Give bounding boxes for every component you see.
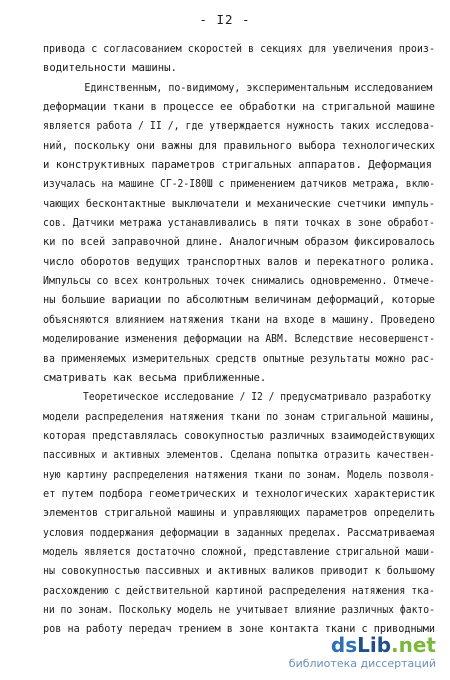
- text-line: сматривать как весьма приближенные.: [43, 371, 267, 384]
- text-line: ки по всей заправочной длине. Аналогичным образом фиксировалось: [43, 236, 436, 249]
- text-line: привода с согласованием скоростей в секциях для увеличения произ-: [43, 43, 435, 55]
- text-line: ет путем подбора геометрических и технологических характеристик: [43, 487, 436, 500]
- text-line: условия поддержания деформации в заданных пределах. Рассматриваемая: [43, 526, 435, 539]
- text-line: является работа / II /, где утверждается нужность таких исследова-: [43, 120, 435, 133]
- text-line: элементов стригальной машины и управляющих параметров определить: [43, 507, 435, 520]
- text-line: Теоретическое исследование / I2 / предусматривало разработку: [83, 391, 432, 404]
- text-line: ва применяемых измерительных средств опытные результаты можно рас-: [43, 352, 435, 365]
- text-line: ров на работу передач трением в зоне контакта ткани с приводными: [43, 623, 435, 636]
- text-line: ни по зонам. Поскольку модель не учитывает влияние различных факто-: [43, 603, 435, 616]
- text-line: моделирование изменения деформации на АВМ. Вследствие несовершенст-: [43, 333, 435, 346]
- page-number: - I2 -: [199, 12, 251, 27]
- text-line: Импульсы со всех контрольных точек снимались одновременно. Отмече-: [43, 275, 435, 288]
- text-line: деформации ткани в процессе ее обработки на стригальной машине: [43, 101, 435, 114]
- watermark-tagline: библиотека диссертаций: [288, 657, 436, 670]
- text-line: объясняются влиянием натяжения ткани на входе в машину. Проведено: [43, 313, 435, 326]
- text-line: и конструктивных параметров стригальных аппаратов. Деформация: [43, 159, 433, 172]
- text-line: ны большие вариации по абсолютным величинам деформаций, которые: [43, 294, 436, 307]
- text-line: пассивных и активных элементов. Сделана попытка отразить качествен-: [43, 449, 435, 462]
- text-line: ны совокупностью пассивных и активных валиков приводит к большому: [43, 565, 435, 578]
- text-line: сов. Датчики метража устанавливались в пяти точках в зоне обработ-: [43, 217, 435, 230]
- dslib-logo: dsLib.net: [330, 633, 436, 657]
- text-line: водительности машины.: [43, 62, 177, 75]
- text-line: ную картину распределения натяжения ткани по зонам. Модель позволя-: [43, 468, 435, 481]
- text-line: ний, поскольку они важны для правильного выбора технологических: [43, 139, 436, 152]
- text-line: изучалась на машине СГ-2-I80Ш с применением датчиков метража, вклю-: [43, 178, 435, 191]
- dslib-watermark: [289, 634, 436, 670]
- body-text: [43, 40, 435, 640]
- text-line: модели распределения натяжения ткани по зонам стригальной машины,: [43, 410, 435, 423]
- text-line: расхождению с действительной картиной распределения натяжения тка-: [43, 584, 435, 597]
- text-line: число оборотов ведущих транспортных валов и перекатного ролика.: [43, 255, 436, 268]
- text-line: модель является достаточно сложной, представление стригальной маши-: [43, 545, 435, 558]
- text-line: Единственным, по-видимому, экспериментальным исследованием: [84, 81, 433, 94]
- text-line: которая представлялась совокупностью различных взаимодействующих: [43, 429, 435, 442]
- text-line: чающих бесконтактные выключатели и механические счетчики импуль-: [43, 197, 435, 210]
